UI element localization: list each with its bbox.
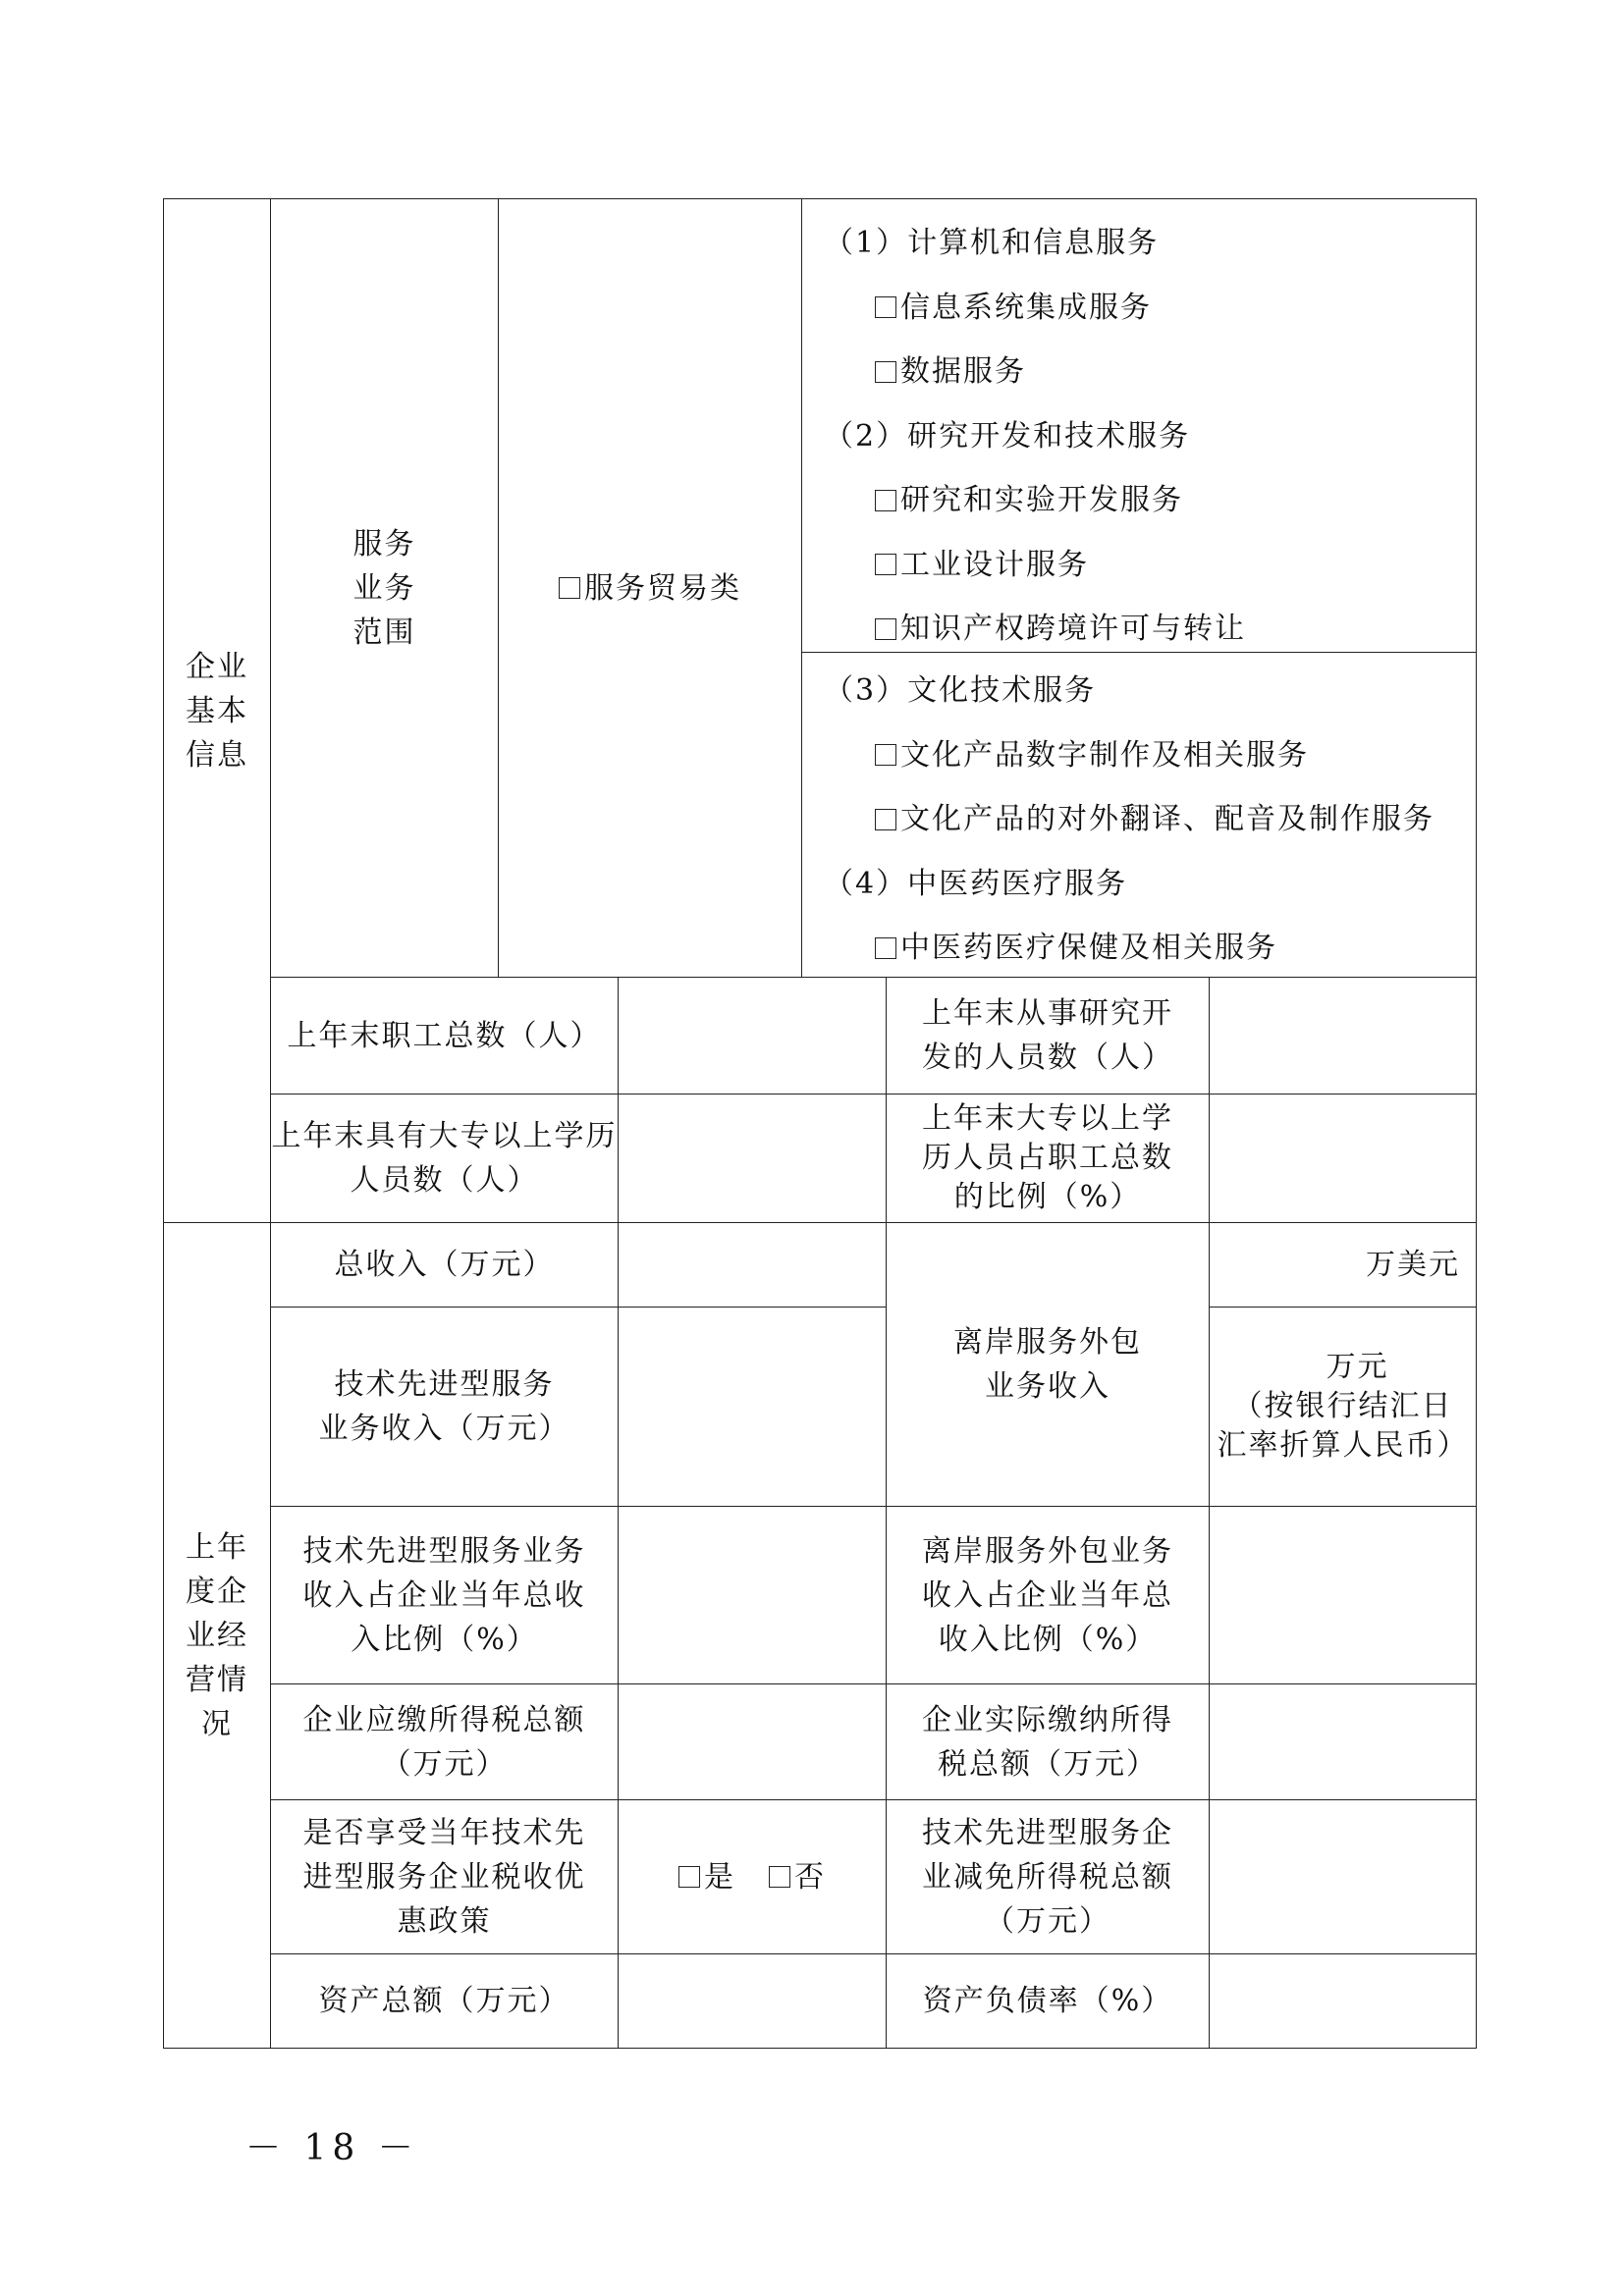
tax-relief-label: 技术先进型服务企 业减免所得税总额 （万元）: [886, 1799, 1210, 1954]
category-title: （3）文化技术服务: [824, 673, 1097, 708]
offshore-rmb-input[interactable]: 万元 （按银行结汇日 汇率折算人民币）: [1209, 1307, 1477, 1507]
service-scope-label: 服务 业务 范围: [270, 198, 499, 978]
category-option[interactable]: 文化产品的对外翻译、配音及制作服务: [824, 787, 1435, 852]
category-option[interactable]: 知识产权跨境许可与转让: [824, 597, 1246, 662]
basic-info-header: 企业 基本 信息: [163, 198, 271, 1223]
category-option[interactable]: 工业设计服务: [824, 533, 1089, 598]
total-income-label: 总收入（万元）: [270, 1222, 619, 1308]
offshore-ratio-input[interactable]: [1209, 1506, 1477, 1684]
page-number: － 18 －: [245, 2128, 419, 2168]
checkbox-icon[interactable]: [875, 618, 896, 640]
college-staff-label: 上年末具有大专以上学历 人员数（人）: [270, 1094, 619, 1223]
checkbox-icon[interactable]: [875, 744, 896, 766]
assets-input[interactable]: [618, 1953, 887, 2049]
college-ratio-input[interactable]: [1209, 1094, 1477, 1223]
checkbox-icon[interactable]: [875, 937, 896, 959]
category-option[interactable]: 中医药医疗保健及相关服务: [824, 916, 1277, 981]
tax-policy-label: 是否享受当年技术先 进型服务企业税收优 惠政策: [270, 1799, 619, 1954]
category-option[interactable]: 研究和实验开发服务: [824, 468, 1183, 533]
category-panel-1: [801, 198, 1477, 653]
tax-paid-label: 企业实际缴纳所得 税总额（万元）: [886, 1683, 1210, 1800]
assets-label: 资产总额（万元）: [270, 1953, 619, 2049]
category-option[interactable]: 数据服务: [824, 340, 1026, 404]
tax-paid-input[interactable]: [1209, 1683, 1477, 1800]
checkbox-icon[interactable]: [559, 577, 580, 599]
staff-total-input[interactable]: [618, 977, 887, 1095]
tech-ratio-label: 技术先进型服务业务 收入占企业当年总收 入比例（%）: [270, 1506, 619, 1684]
tax-policy-choice: [618, 1799, 887, 1954]
checkbox-icon[interactable]: [875, 554, 896, 575]
checkbox-icon[interactable]: [875, 296, 896, 318]
checkbox-icon[interactable]: [875, 361, 896, 383]
operations-header: 上年 度企 业经 营情 况: [163, 1222, 271, 2049]
category-title: （1）计算机和信息服务: [824, 226, 1160, 260]
checkbox-icon[interactable]: [875, 809, 896, 830]
rd-staff-input[interactable]: [1209, 977, 1477, 1095]
debt-ratio-input[interactable]: [1209, 1953, 1477, 2049]
staff-total-label: 上年末职工总数（人）: [270, 977, 619, 1095]
tax-due-label: 企业应缴所得税总额 （万元）: [270, 1683, 619, 1800]
yes-option[interactable]: 是: [678, 1855, 735, 1899]
service-trade-option[interactable]: 服务贸易类: [559, 566, 741, 611]
category-option[interactable]: 信息系统集成服务: [824, 276, 1152, 341]
offshore-usd-input[interactable]: 万美元: [1209, 1222, 1477, 1308]
no-option[interactable]: 否: [769, 1855, 826, 1899]
offshore-income-label: 离岸服务外包 业务收入: [886, 1222, 1210, 1507]
category-option[interactable]: 文化产品数字制作及相关服务: [824, 723, 1309, 788]
category-title: （2）研究开发和技术服务: [824, 418, 1191, 454]
total-income-input[interactable]: [618, 1222, 887, 1308]
service-trade-cell: [498, 198, 802, 978]
tax-relief-input[interactable]: [1209, 1799, 1477, 1954]
college-ratio-label: 上年末大专以上学 历人员占职工总数 的比例（%）: [886, 1094, 1210, 1223]
checkbox-icon[interactable]: [875, 490, 896, 511]
tech-income-label: 技术先进型服务 业务收入（万元）: [270, 1307, 619, 1507]
rd-staff-label: 上年末从事研究开 发的人员数（人）: [886, 977, 1210, 1095]
checkbox-icon[interactable]: [678, 1866, 700, 1888]
offshore-ratio-label: 离岸服务外包业务 收入占企业当年总 收入比例（%）: [886, 1506, 1210, 1684]
checkbox-icon[interactable]: [769, 1866, 790, 1888]
debt-ratio-label: 资产负债率（%）: [886, 1953, 1210, 2049]
category-panel-2: [801, 652, 1477, 978]
category-title: （4）中医药医疗服务: [824, 866, 1128, 901]
tax-due-input[interactable]: [618, 1683, 887, 1800]
college-staff-input[interactable]: [618, 1094, 887, 1223]
tech-ratio-input[interactable]: [618, 1506, 887, 1684]
tech-income-input[interactable]: [618, 1307, 887, 1507]
